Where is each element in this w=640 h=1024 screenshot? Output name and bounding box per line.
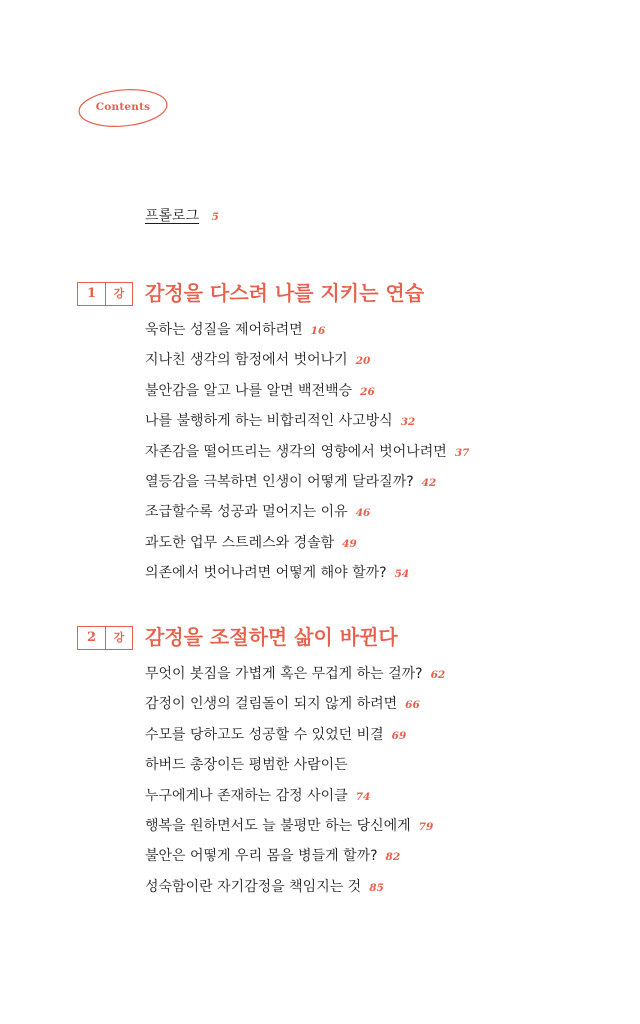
toc-item-page: 26	[360, 385, 375, 398]
toc-item-title: 수모를 당하고도 성공할 수 있었던 비결	[145, 726, 384, 743]
chapter-item-list	[145, 320, 469, 594]
toc-item-title: 열등감을 극복하면 인생이 어떻게 달라질까?	[145, 473, 414, 490]
prologue-entry[interactable]	[145, 205, 219, 225]
toc-item-title: 행복을 원하면서도 늘 불평만 하는 당신에게	[145, 817, 411, 834]
toc-item[interactable]	[145, 846, 445, 876]
toc-item-title: 지나친 생각의 함정에서 벗어나기	[145, 352, 348, 369]
toc-item-title: 조급할수록 성공과 멀어지는 이유	[145, 504, 348, 521]
chapter-heading	[77, 278, 637, 308]
chapter-number: 2	[78, 627, 106, 649]
toc-item[interactable]	[145, 472, 469, 502]
toc-item-page: 66	[405, 699, 420, 712]
toc-item[interactable]	[145, 816, 445, 846]
toc-item[interactable]	[145, 725, 445, 755]
contents-badge	[77, 87, 169, 129]
toc-item-title: 무엇이 봇짐을 가볍게 혹은 무겁게 하는 걸까?	[145, 666, 423, 682]
toc-item-title: 욱하는 성질을 제어하려면	[145, 322, 303, 338]
chapter-number: 1	[78, 283, 106, 305]
toc-item-title: 의존에서 벗어나려면 어떻게 해야 할까?	[145, 565, 387, 582]
contents-label: Contents	[95, 101, 151, 113]
toc-item-page: 79	[418, 820, 434, 833]
toc-item[interactable]	[145, 411, 469, 441]
toc-item[interactable]	[145, 442, 469, 472]
chapter-item-list	[145, 664, 445, 907]
toc-item-page: 32	[400, 416, 416, 429]
toc-item[interactable]	[145, 563, 469, 593]
toc-item-page: 85	[369, 881, 384, 894]
chapter-title: 감정을 조절하면 삶이 바뀐다	[145, 625, 398, 649]
toc-item[interactable]	[145, 694, 445, 724]
chapter-unit: 강	[113, 287, 125, 300]
toc-item-page: 20	[355, 355, 371, 368]
toc-item[interactable]	[145, 755, 445, 785]
toc-item-title: 과도한 업무 스트레스와 경솔함	[145, 534, 335, 551]
chapter-heading	[77, 622, 637, 652]
toc-item[interactable]	[145, 533, 469, 563]
toc-item-title: 감정이 인생의 걸림돌이 되지 않게 하려면	[145, 696, 398, 713]
toc-item-title: 하버드 총장이든 평범한 사람이든	[145, 757, 348, 774]
toc-item-title: 자존감을 떨어뜨리는 생각의 영향에서 벗어나려면	[145, 443, 447, 460]
toc-item-page: 74	[355, 790, 371, 803]
chapter-label-box	[77, 282, 133, 306]
toc-item[interactable]	[145, 877, 445, 907]
toc-item-title: 불안감을 알고 나를 알면 백전백승	[145, 382, 353, 399]
toc-item[interactable]	[145, 350, 469, 380]
chapter-label-box	[77, 626, 133, 650]
toc-item-page: 37	[454, 446, 470, 459]
toc-item[interactable]	[145, 320, 469, 350]
chapter-unit: 강	[113, 631, 125, 644]
prologue-title: 프롤로그	[145, 208, 200, 224]
toc-item[interactable]	[145, 381, 469, 411]
toc-item-title: 성숙함이란 자기감정을 책임지는 것	[145, 878, 362, 895]
toc-item[interactable]	[145, 502, 469, 532]
prologue-page: 5	[211, 211, 219, 223]
toc-item-page: 54	[394, 568, 410, 581]
toc-item-page: 62	[430, 669, 446, 681]
toc-item[interactable]	[145, 786, 445, 816]
toc-item-title: 나를 불행하게 하는 비합리적인 사고방식	[145, 413, 393, 430]
toc-item-page: 46	[355, 507, 371, 520]
toc-item[interactable]	[145, 664, 445, 694]
toc-item-page: 16	[310, 325, 326, 337]
toc-item-page: 69	[391, 729, 407, 742]
toc-item-title: 누구에게나 존재하는 감정 사이클	[145, 787, 348, 804]
toc-item-page: 82	[385, 851, 401, 864]
toc-item-title: 불안은 어떻게 우리 몸을 병들게 할까?	[145, 848, 378, 865]
toc-item-page: 49	[342, 537, 357, 550]
chapter-title: 감정을 다스려 나를 지키는 연습	[145, 281, 425, 305]
toc-item-page: 42	[421, 476, 437, 489]
